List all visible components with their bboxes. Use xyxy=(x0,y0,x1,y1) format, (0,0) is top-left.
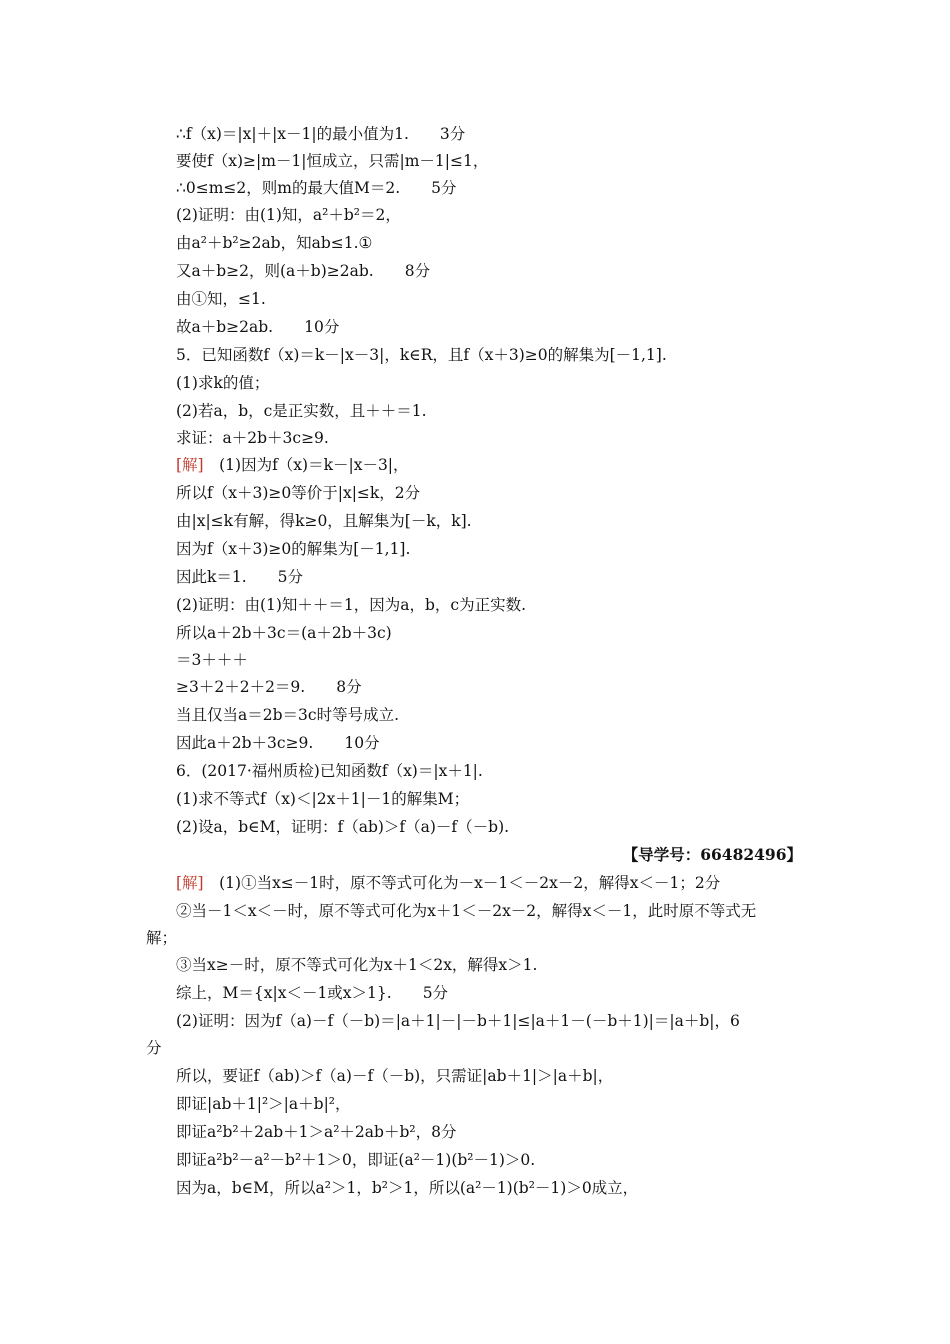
solution-tag: [解] xyxy=(176,874,204,892)
solution-line xyxy=(176,455,409,475)
text-line: ③当x≥－时，原不等式可化为x＋1＜2x，解得x＞1. xyxy=(176,956,538,974)
text-line: 由a²＋b²≥2ab，知ab≤1.① xyxy=(176,234,373,252)
text-line: 所以a＋2b＋3c＝(a＋2b＋3c) xyxy=(176,624,392,642)
text-line: 因此k＝1. 5分 xyxy=(176,568,304,586)
text-line: ∴0≤m≤2，则m的最大值M＝2. 5分 xyxy=(176,179,457,197)
text-line: (2)证明：由(1)知，a²＋b²＝2， xyxy=(176,206,401,224)
solution-tag: [解] xyxy=(176,456,204,474)
text-line: 即证|ab＋1|²＞|a＋b|²， xyxy=(176,1095,351,1113)
text-line: 由|x|≤k有解，得k≥0，且解集为[－k，k]. xyxy=(176,512,472,530)
text-line: 因为a，b∈M，所以a²＞1，b²＞1，所以(a²－1)(b²－1)＞0成立， xyxy=(176,1179,639,1197)
text-line: 综上，M＝{x|x＜－1或x＞1}. 5分 xyxy=(176,984,449,1002)
text-line: (1)求k的值； xyxy=(176,374,270,392)
text-line: ∴f（x)＝|x|＋|x－1|的最小值为1. 3分 xyxy=(176,125,466,143)
problem-5-statement: 5．已知函数f（x)＝k－|x－3|，k∈R，且f（x＋3)≥0的解集为[－1,1]. xyxy=(176,346,667,364)
text-line: 分 xyxy=(146,1039,162,1057)
text-line: (2)设a，b∈M，证明：f（ab)＞f（a)－f（－b). xyxy=(176,818,510,836)
text-line: 所以，要证f（ab)＞f（a)－f（－b)，只需证|ab＋1|＞|a＋b|， xyxy=(176,1067,614,1085)
solution-text: (1)①当x≤－1时，原不等式可化为－x－1＜－2x－2，解得x＜－1；2分 xyxy=(203,874,721,892)
text-line: ②当－1＜x＜－时，原不等式可化为x＋1＜－2x－2，解得x＜－1，此时原不等式无 xyxy=(176,902,757,920)
text-line: 求证：a＋2b＋3c≥9. xyxy=(176,429,329,447)
text-line: ≥3＋2＋2＋2＝9. 8分 xyxy=(176,678,362,696)
text-line: (2)若a，b，c是正实数，且＋＋＝1. xyxy=(176,402,427,420)
text-line: 解； xyxy=(146,929,178,947)
text-line: 所以f（x＋3)≥0等价于|x|≤k，2分 xyxy=(176,484,421,502)
text-line: 即证a²b²＋2ab＋1＞a²＋2ab＋b²，8分 xyxy=(176,1123,457,1141)
text-line: 因此a＋2b＋3c≥9. 10分 xyxy=(176,734,380,752)
text-line: 即证a²b²－a²－b²＋1＞0，即证(a²－1)(b²－1)＞0. xyxy=(176,1151,536,1169)
text-line: 当且仅当a＝2b＝3c时等号成立. xyxy=(176,706,399,724)
text-line: 又a＋b≥2，则(a＋b)≥2ab. 8分 xyxy=(176,262,431,280)
text-line: 由①知，≤1. xyxy=(176,290,266,308)
solution-text: (1)因为f（x)＝k－|x－3|， xyxy=(203,456,409,474)
solution-line xyxy=(176,873,720,893)
text-line: 因为f（x＋3)≥0的解集为[－1,1]. xyxy=(176,540,411,558)
problem-6-statement: 6．(2017·福州质检)已知函数f（x)＝|x＋1|. xyxy=(176,762,483,780)
guide-number: 【导学号：66482496】 xyxy=(622,845,802,864)
text-line: (1)求不等式f（x)＜|2x＋1|－1的解集M； xyxy=(176,790,470,808)
text-line: 要使f（x)≥|m－1|恒成立，只需|m－1|≤1， xyxy=(176,152,489,170)
text-line: 故a＋b≥2ab. 10分 xyxy=(176,318,340,336)
text-line: (2)证明：由(1)知＋＋＝1，因为a，b，c为正实数. xyxy=(176,596,527,614)
text-line: (2)证明：因为f（a)－f（－b)＝|a＋1|－|－b＋1|≤|a＋1－(－b＋1)|＝|a＋b|，6 xyxy=(176,1012,740,1030)
text-line: ＝3＋＋＋ xyxy=(176,651,248,669)
